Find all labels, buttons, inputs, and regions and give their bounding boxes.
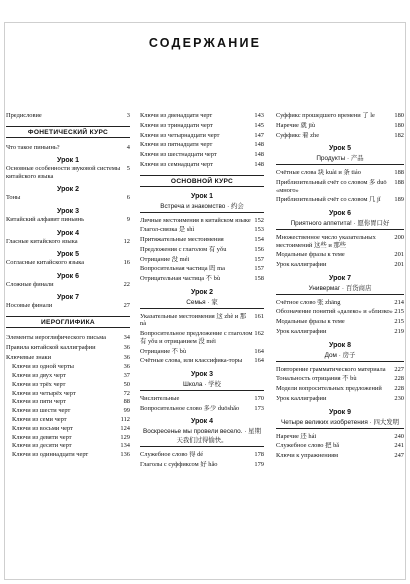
toc-entry-text: Урок каллиграфии (276, 394, 327, 402)
toc-entry (140, 161, 264, 169)
toc-entry-text: Суффикс 着 zhe (276, 131, 320, 139)
toc-entry-text: Ключи из восьми черт (12, 424, 73, 432)
toc-entry (140, 348, 264, 356)
toc-entry (276, 132, 404, 140)
toc-entry (140, 256, 264, 264)
toc-page-number: 9 (126, 215, 130, 223)
toc-entry-text: Основные особенности звуковой системы китайского языка (6, 165, 121, 180)
section-heading: ФОНЕТИЧЕСКИЙ КУРС (6, 126, 130, 138)
toc-page-number: 188 (394, 178, 404, 186)
toc-page-number: 179 (254, 461, 264, 469)
toc-entry-text: Ключи к упражнениям (276, 452, 339, 460)
toc-column-1 (6, 112, 130, 460)
page-title: СОДЕРЖАНИЕ (148, 36, 262, 50)
toc-page-number: 124 (120, 424, 130, 432)
toc-page-number: 134 (120, 442, 130, 450)
toc-page-number: 136 (120, 451, 130, 459)
toc-page-number: 247 (394, 452, 404, 460)
toc-entry (276, 433, 404, 441)
toc-entry-text: Служебное слово 把 bǎ (276, 442, 340, 450)
toc-entry-text: Ключевые знаки (6, 353, 52, 361)
lesson-heading: Урок 6 (329, 209, 351, 217)
toc-entry-text: Что такое пиньинь? (6, 143, 60, 151)
toc-page-number: 240 (394, 432, 404, 440)
toc-entry-text: Тоны (6, 194, 21, 202)
toc-entry (140, 141, 264, 149)
toc-page-number: 158 (254, 275, 264, 283)
toc-entry (140, 151, 264, 159)
lesson-title: Продукты · 产品 (276, 153, 404, 165)
toc-page-number: 3 (126, 112, 130, 119)
toc-page-number: 188 (394, 169, 404, 177)
toc-page-number: 157 (254, 255, 264, 263)
lesson-heading: Урок 1 (191, 192, 213, 200)
toc-page-number: 88 (123, 398, 130, 406)
toc-entry-text: Наречие 还 hái (276, 432, 317, 440)
toc-column-3 (276, 112, 404, 462)
toc-entry (6, 144, 130, 152)
toc-entry-text: Ключи из семнадцати черт (140, 160, 213, 168)
lesson-heading: Урок 2 (57, 186, 79, 194)
toc-entry-text: Счётные слова 块 kuài и 条 tiáo (276, 169, 361, 177)
toc-entry (276, 179, 404, 194)
toc-entry-text: Приблизительный счёт со словом 多 duō «много» (276, 178, 387, 194)
toc-entry (140, 313, 264, 328)
toc-entry-text: Повторение грамматического материала (276, 365, 386, 373)
toc-page-number: 227 (394, 365, 404, 373)
toc-entry-text: Ключи из четырнадцати черт (140, 131, 220, 139)
toc-entry (6, 112, 130, 120)
toc-page-number: 154 (254, 236, 264, 244)
toc-entry-text: Предисловие (6, 112, 42, 119)
toc-entry (6, 407, 130, 415)
toc-entry-text: Урок каллиграфии (276, 261, 327, 269)
toc-entry (6, 344, 130, 352)
toc-page-number: 12 (123, 237, 130, 245)
toc-entry-text: Сложные финали (6, 280, 54, 288)
toc-entry-text: Ключи из девяти черт (12, 433, 72, 441)
lesson-heading: Урок 7 (329, 274, 351, 282)
toc-entry (6, 434, 130, 442)
toc-entry-text: Служебное слово 得 dé (140, 451, 204, 459)
toc-entry (276, 122, 404, 130)
toc-entry (140, 451, 264, 459)
toc-page-number: 201 (394, 251, 404, 259)
toc-entry-text: Приблизительный счёт со словом 几 jǐ (276, 196, 381, 204)
lesson-heading: Урок 6 (57, 272, 79, 280)
toc-entry (6, 354, 130, 362)
toc-entry-text: Ключи из десяти черт (12, 442, 72, 450)
toc-entry (6, 398, 130, 406)
toc-entry-text: Суффикс прошедшего времени 了 le (276, 112, 375, 119)
lesson-heading: Урок 5 (57, 251, 79, 259)
section-heading: ИЕРОГЛИФИКА (6, 316, 130, 328)
toc-entry-text: Ключи из двенадцати черт (140, 112, 213, 119)
toc-page-number: 148 (254, 151, 264, 159)
toc-entry (276, 251, 404, 259)
toc-entry-text: Отрицательная частица 不 bù (140, 275, 221, 283)
toc-entry (140, 265, 264, 273)
toc-entry (6, 363, 130, 371)
toc-page-number: 16 (123, 259, 130, 267)
toc-entry (276, 196, 404, 204)
toc-page-number: 219 (394, 328, 404, 335)
toc-entry (140, 246, 264, 254)
toc-page-number: 189 (394, 196, 404, 204)
toc-entry (276, 234, 404, 249)
toc-entry (6, 165, 130, 180)
toc-page-number: 152 (254, 216, 264, 224)
toc-page-number: 215 (394, 308, 404, 316)
toc-entry (6, 416, 130, 424)
toc-entry (276, 112, 404, 120)
toc-entry (276, 385, 404, 393)
toc-entry-text: Глаголы с суффиксом 好 hǎo (140, 461, 218, 469)
toc-entry (276, 395, 404, 403)
toc-entry-text: Личные местоимения в китайском языке (140, 216, 251, 224)
toc-entry-text: Согласные китайского языка (6, 259, 85, 267)
toc-entry (6, 259, 130, 267)
toc-page-number: 178 (254, 451, 264, 459)
toc-entry (6, 451, 130, 459)
toc-entry (140, 226, 264, 234)
toc-entry (6, 442, 130, 450)
toc-page-number: 214 (394, 298, 404, 306)
toc-entry (140, 122, 264, 130)
toc-entry-text: Элементы иероглифического письма (6, 333, 106, 341)
toc-entry-text: Ключи из одной черты (12, 363, 74, 371)
toc-entry-text: Глагол-связка 是 shì (140, 226, 195, 234)
toc-page-number: 215 (394, 318, 404, 326)
toc-page-number: 164 (254, 357, 264, 365)
toc-page-number: 5 (126, 165, 130, 173)
toc-entry-text: Гласные китайского языка (6, 237, 78, 245)
toc-entry (6, 425, 130, 433)
toc-entry (140, 275, 264, 283)
toc-entry-text: Ключи из шести черт (12, 407, 71, 415)
toc-page-number: 180 (394, 112, 404, 119)
toc-page-number: 153 (254, 226, 264, 234)
toc-entry-text: Притяжательные местоимения (140, 236, 224, 244)
toc-entry-text: Отрицание 没 méi (140, 255, 190, 263)
toc-entry-text: Множественное число указательных местоимений 这些 и 那些 (276, 233, 376, 249)
lesson-title: Дом · 房子 (276, 350, 404, 362)
toc-page-number: 228 (394, 385, 404, 393)
lesson-title: Семья · 家 (140, 297, 264, 309)
toc-entry (6, 238, 130, 246)
toc-page-number: 147 (254, 131, 264, 139)
toc-page-number: 148 (254, 141, 264, 149)
toc-entry (276, 169, 404, 177)
toc-entry-text: Модальные фразы к теме (276, 251, 345, 259)
lesson-heading: Урок 9 (329, 408, 351, 416)
lesson-title: Универмаг · 百货商店 (276, 283, 404, 295)
toc-page-number: 27 (123, 302, 130, 310)
toc-entry-text: Отрицание 不 bù (140, 347, 187, 355)
toc-entry-text: Ключи из семи черт (12, 415, 67, 423)
toc-entry-text: Ключи из четырёх черт (12, 389, 76, 397)
toc-page-number: 161 (254, 312, 264, 320)
lesson-title: Четыре великих изобретения · 四大发明 (276, 417, 404, 429)
toc-page-number: 170 (254, 394, 264, 402)
toc-entry (276, 318, 404, 326)
toc-page-number: 228 (394, 375, 404, 383)
toc-entry-text: Ключи из шестнадцати черт (140, 151, 217, 159)
toc-entry (276, 366, 404, 374)
toc-entry-text: Вопросительное слово 多少 duōshǎo (140, 404, 240, 412)
toc-entry-text: Счётные слова, или классифика-торы (140, 357, 243, 365)
toc-entry-text: Урок каллиграфии (276, 328, 327, 335)
toc-page-number: 241 (394, 442, 404, 450)
toc-entry-text: Ключи из трёх черт (12, 380, 66, 388)
toc-entry (276, 452, 404, 460)
toc-entry-text: Ключи из двух черт (12, 372, 66, 380)
lesson-heading: Урок 7 (57, 294, 79, 302)
toc-entry-text: Модели вопросительных предложений (276, 385, 382, 393)
toc-entry-text: Обозначение понятий «далеко» и «близко» (276, 308, 393, 316)
toc-page-number: 201 (394, 261, 404, 269)
toc-entry-text: Ключи из тринадцати черт (140, 121, 213, 129)
toc-page-number: 148 (254, 160, 264, 168)
toc-entry (6, 381, 130, 389)
toc-entry-text: Правила китайской каллиграфии (6, 343, 96, 351)
toc-entry (6, 372, 130, 380)
lesson-heading: Урок 2 (191, 288, 213, 296)
toc-page-number: 37 (123, 372, 130, 380)
lesson-title: Воскресенье мы провели весело. · 星期天我们过得愉快。 (140, 426, 264, 447)
toc-entry (140, 461, 264, 469)
toc-entry-text: Предложения с глаголом 有 yǒu (140, 245, 227, 253)
toc-entry (276, 308, 404, 316)
toc-entry-text: Счётное слово 张 zhāng (276, 298, 341, 306)
toc-page-number: 22 (123, 280, 130, 288)
toc-page-number: 143 (254, 112, 264, 119)
toc-page-number: 230 (394, 394, 404, 402)
toc-page-number: 36 (123, 363, 130, 371)
toc-page-number: 34 (123, 333, 130, 341)
toc-page-number: 129 (120, 433, 130, 441)
toc-entry-text: Вопросительная частица 吗 ma (140, 265, 225, 273)
toc-page-number: 162 (254, 330, 264, 338)
toc-entry (6, 390, 130, 398)
toc-page-number: 36 (123, 353, 130, 361)
toc-entry (140, 236, 264, 244)
toc-entry (140, 217, 264, 225)
toc-page-number: 157 (254, 265, 264, 273)
toc-page-number: 99 (123, 407, 130, 415)
toc-entry-text: Ключи из пятнадцати черт (140, 141, 213, 149)
lesson-heading: Урок 8 (329, 341, 351, 349)
toc-entry-text: Тональность отрицания 不 bù (276, 375, 357, 383)
toc-entry (140, 112, 264, 120)
toc-page-number: 156 (254, 245, 264, 253)
toc-entry-text: Китайский алфавит пиньинь (6, 215, 85, 223)
toc-entry (276, 328, 404, 336)
toc-page-number: 4 (126, 143, 130, 151)
lesson-heading: Урок 3 (57, 207, 79, 215)
toc-page-number: 180 (394, 121, 404, 129)
lesson-title: Встреча и знакомство · 约会 (140, 201, 264, 213)
toc-entry (6, 194, 130, 202)
toc-entry-text: Числительные (140, 394, 180, 402)
lesson-heading: Урок 4 (191, 418, 213, 426)
toc-entry-text: Ключи из пяти черт (12, 398, 66, 406)
toc-entry (6, 281, 130, 289)
lesson-heading: Урок 3 (191, 370, 213, 378)
toc-page-number: 182 (394, 131, 404, 139)
toc-entry (6, 216, 130, 224)
toc-entry-text: Указательные местоимения 这 zhè и 那 nà (140, 312, 247, 328)
toc-entry-text: Вопросительное предложение с глаголом 有 yǒu и отрицанием 没 méi (140, 330, 253, 345)
toc-entry (6, 334, 130, 342)
toc-page-number: 173 (254, 404, 264, 412)
toc-page-number: 145 (254, 121, 264, 129)
toc-entry (140, 330, 264, 345)
toc-column-2 (140, 112, 264, 471)
toc-page-number: 72 (123, 389, 130, 397)
toc-entry-text: Носовые финали (6, 302, 53, 310)
toc-entry (276, 442, 404, 450)
toc-entry (140, 405, 264, 413)
toc-entry (140, 357, 264, 365)
toc-page-number: 50 (123, 380, 130, 388)
lesson-title: Школа · 学校 (140, 379, 264, 391)
toc-entry (140, 395, 264, 403)
section-heading: ОСНОВНОЙ КУРС (140, 175, 264, 187)
toc-entry (276, 261, 404, 269)
toc-entry (276, 299, 404, 307)
toc-entry (140, 132, 264, 140)
toc-page-number: 200 (394, 233, 404, 241)
toc-page-number: 164 (254, 347, 264, 355)
lesson-heading: Урок 4 (57, 229, 79, 237)
lesson-heading: Урок 1 (57, 157, 79, 165)
toc-entry (276, 375, 404, 383)
toc-entry-text: Ключи из одиннадцати черт (12, 451, 89, 459)
lesson-heading: Урок 5 (329, 145, 351, 153)
toc-entry (6, 302, 130, 310)
lesson-title: Приятного аппетита! · 愿你胃口好 (276, 218, 404, 230)
toc-page-number: 36 (123, 343, 130, 351)
toc-entry-text: Наречие 就 jiù (276, 121, 316, 129)
toc-entry-text: Модальные фразы к теме (276, 318, 345, 326)
toc-page-number: 112 (120, 415, 130, 423)
toc-page-number: 6 (126, 194, 130, 202)
